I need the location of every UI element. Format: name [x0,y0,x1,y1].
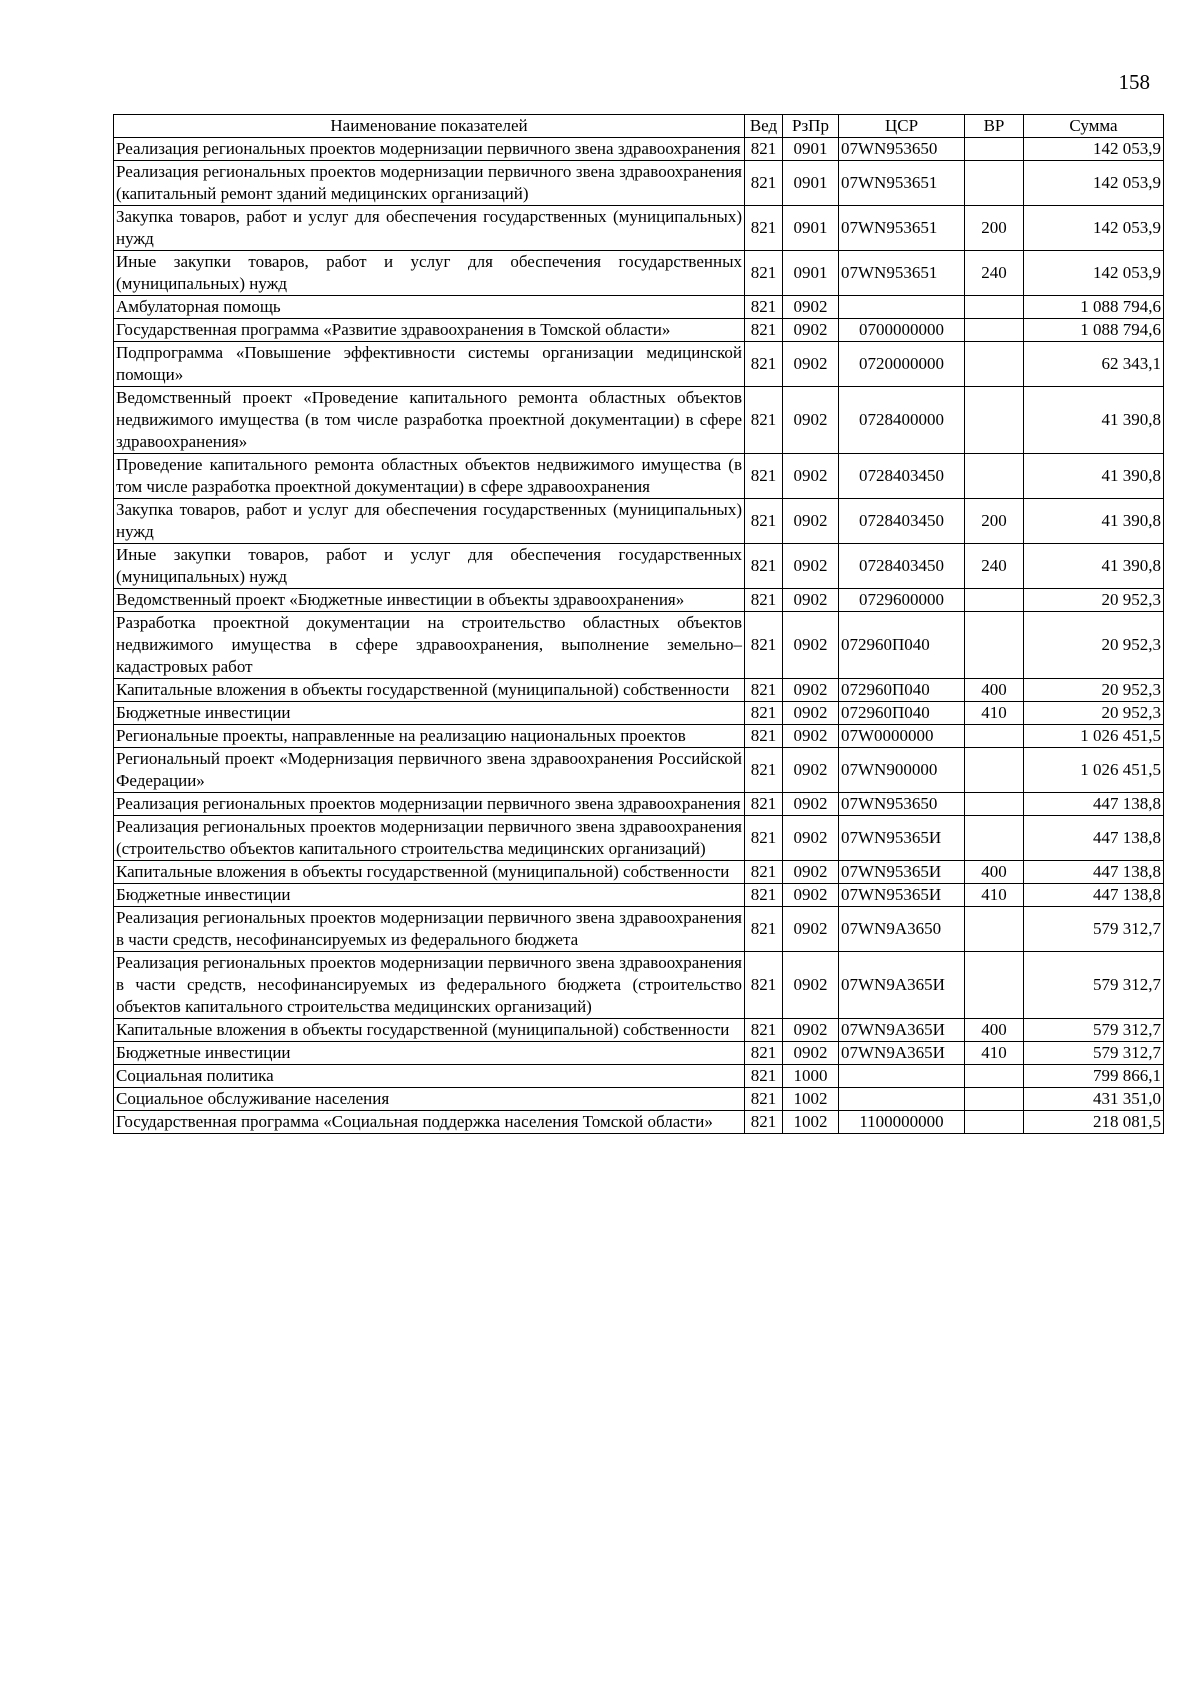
cell-rzpr: 0901 [783,161,839,206]
table-body [114,138,1164,1134]
table-row [114,861,1164,884]
cell-vr: 200 [965,206,1024,251]
cell-ved: 821 [745,206,783,251]
page-number: 158 [1118,70,1150,94]
table-row [114,793,1164,816]
cell-csr: 0720000000 [839,342,965,387]
cell-vr [965,952,1024,1019]
cell-rzpr: 0902 [783,454,839,499]
cell-ved: 821 [745,612,783,679]
cell-sum: 579 312,7 [1024,907,1164,952]
header-name: Наименование показателей [114,115,745,138]
cell-csr: 072960П040 [839,679,965,702]
cell-sum: 41 390,8 [1024,387,1164,454]
cell-csr: 0728400000 [839,387,965,454]
cell-sum: 447 138,8 [1024,884,1164,907]
cell-rzpr: 0902 [783,679,839,702]
cell-csr: 07WN95365И [839,884,965,907]
cell-name: Реализация региональных проектов модернизации первичного звена здравоохранения (капитальный ремонт зданий медицинских организаций) [114,161,745,206]
cell-sum: 579 312,7 [1024,1019,1164,1042]
cell-vr: 400 [965,1019,1024,1042]
cell-sum: 218 081,5 [1024,1111,1164,1134]
cell-csr [839,1065,965,1088]
cell-ved: 821 [745,544,783,589]
cell-vr [965,161,1024,206]
cell-ved: 821 [745,499,783,544]
cell-csr [839,296,965,319]
table-row [114,612,1164,679]
cell-rzpr: 0902 [783,1042,839,1065]
table-row [114,387,1164,454]
cell-sum: 1 088 794,6 [1024,319,1164,342]
cell-rzpr: 0902 [783,319,839,342]
cell-sum: 41 390,8 [1024,544,1164,589]
table-row [114,1111,1164,1134]
cell-sum: 1 026 451,5 [1024,725,1164,748]
cell-rzpr: 0902 [783,793,839,816]
cell-sum: 62 343,1 [1024,342,1164,387]
cell-vr [965,296,1024,319]
cell-sum: 142 053,9 [1024,138,1164,161]
cell-rzpr: 0902 [783,952,839,1019]
cell-ved: 821 [745,884,783,907]
cell-ved: 821 [745,725,783,748]
cell-vr: 400 [965,679,1024,702]
cell-vr [965,816,1024,861]
cell-sum: 20 952,3 [1024,702,1164,725]
cell-ved: 821 [745,454,783,499]
cell-name: Иные закупки товаров, работ и услуг для обеспечения государственных (муниципальных) нужд [114,544,745,589]
header-ved: Вед [745,115,783,138]
table-row [114,748,1164,793]
cell-csr: 0728403450 [839,454,965,499]
cell-ved: 821 [745,1088,783,1111]
cell-sum: 1 088 794,6 [1024,296,1164,319]
table-row [114,952,1164,1019]
cell-sum: 20 952,3 [1024,589,1164,612]
cell-rzpr: 0902 [783,1019,839,1042]
budget-table [113,114,1164,1134]
cell-csr: 07WN95365И [839,816,965,861]
cell-vr [965,138,1024,161]
cell-name: Реализация региональных проектов модернизации первичного звена здравоохранения в части средств, несофинансируемых из федерального бюджета (строительство объектов капитального строительства медицинских организаций) [114,952,745,1019]
cell-vr: 410 [965,884,1024,907]
cell-csr: 072960П040 [839,702,965,725]
cell-ved: 821 [745,702,783,725]
cell-csr: 07WN9A365И [839,1042,965,1065]
cell-ved: 821 [745,589,783,612]
table-row [114,544,1164,589]
cell-ved: 821 [745,793,783,816]
cell-csr: 07WN9A365И [839,1019,965,1042]
table-row [114,725,1164,748]
cell-name: Реализация региональных проектов модернизации первичного звена здравоохранения [114,793,745,816]
cell-vr [965,1088,1024,1111]
cell-ved: 821 [745,1019,783,1042]
cell-name: Региональные проекты, направленные на реализацию национальных проектов [114,725,745,748]
cell-ved: 821 [745,319,783,342]
cell-ved: 821 [745,138,783,161]
cell-vr: 400 [965,861,1024,884]
cell-csr: 07WN953650 [839,793,965,816]
cell-ved: 821 [745,296,783,319]
table-row [114,884,1164,907]
cell-sum: 447 138,8 [1024,861,1164,884]
header-sum: Сумма [1024,115,1164,138]
cell-rzpr: 0902 [783,748,839,793]
cell-csr: 1100000000 [839,1111,965,1134]
cell-rzpr: 0902 [783,816,839,861]
cell-vr [965,793,1024,816]
cell-name: Капитальные вложения в объекты государственной (муниципальной) собственности [114,679,745,702]
cell-ved: 821 [745,861,783,884]
cell-vr [965,1111,1024,1134]
cell-vr [965,387,1024,454]
cell-rzpr: 0901 [783,251,839,296]
cell-ved: 821 [745,748,783,793]
cell-csr: 07WN953651 [839,251,965,296]
cell-csr: 0728403450 [839,499,965,544]
cell-name: Закупка товаров, работ и услуг для обеспечения государственных (муниципальных) нужд [114,206,745,251]
cell-vr: 240 [965,251,1024,296]
cell-csr: 07WN900000 [839,748,965,793]
table-row [114,816,1164,861]
table-row [114,702,1164,725]
cell-vr [965,1065,1024,1088]
cell-name: Бюджетные инвестиции [114,884,745,907]
table-row [114,161,1164,206]
cell-ved: 821 [745,161,783,206]
cell-vr [965,748,1024,793]
cell-name: Капитальные вложения в объекты государственной (муниципальной) собственности [114,861,745,884]
table-row [114,499,1164,544]
cell-name: Иные закупки товаров, работ и услуг для обеспечения государственных (муниципальных) нужд [114,251,745,296]
cell-name: Бюджетные инвестиции [114,1042,745,1065]
cell-name: Региональный проект «Модернизация первичного звена здравоохранения Российской Федерации» [114,748,745,793]
cell-sum: 142 053,9 [1024,161,1164,206]
cell-rzpr: 0902 [783,589,839,612]
table-row [114,1019,1164,1042]
cell-name: Социальная политика [114,1065,745,1088]
cell-name: Реализация региональных проектов модернизации первичного звена здравоохранения (строительство объектов капитального строительства медицинских организаций) [114,816,745,861]
cell-sum: 41 390,8 [1024,499,1164,544]
cell-sum: 142 053,9 [1024,251,1164,296]
cell-csr: 07WN953651 [839,206,965,251]
cell-vr [965,589,1024,612]
cell-name: Подпрограмма «Повышение эффективности системы организации медицинской помощи» [114,342,745,387]
cell-name: Капитальные вложения в объекты государственной (муниципальной) собственности [114,1019,745,1042]
cell-name: Разработка проектной документации на строительство областных объектов недвижимого имущества в сфере здравоохранения, выполнение земельно–кадастровых работ [114,612,745,679]
cell-sum: 142 053,9 [1024,206,1164,251]
table-row [114,342,1164,387]
cell-vr [965,725,1024,748]
cell-sum: 41 390,8 [1024,454,1164,499]
table-row [114,319,1164,342]
cell-name: Государственная программа «Социальная поддержка населения Томской области» [114,1111,745,1134]
cell-rzpr: 0902 [783,725,839,748]
cell-ved: 821 [745,952,783,1019]
cell-name: Проведение капитального ремонта областных объектов недвижимого имущества (в том числе разработка проектной документации) в сфере здравоохранения [114,454,745,499]
cell-name: Социальное обслуживание населения [114,1088,745,1111]
cell-sum: 579 312,7 [1024,952,1164,1019]
table-header-row [114,115,1164,138]
cell-ved: 821 [745,907,783,952]
table-row [114,907,1164,952]
cell-sum: 431 351,0 [1024,1088,1164,1111]
cell-ved: 821 [745,342,783,387]
cell-vr [965,454,1024,499]
cell-rzpr: 0901 [783,138,839,161]
cell-name: Государственная программа «Развитие здравоохранения в Томской области» [114,319,745,342]
cell-csr: 07WN953651 [839,161,965,206]
cell-sum: 799 866,1 [1024,1065,1164,1088]
cell-rzpr: 0902 [783,907,839,952]
cell-vr [965,319,1024,342]
cell-ved: 821 [745,679,783,702]
cell-rzpr: 1002 [783,1111,839,1134]
cell-name: Реализация региональных проектов модернизации первичного звена здравоохранения [114,138,745,161]
cell-csr: 0700000000 [839,319,965,342]
cell-csr: 0728403450 [839,544,965,589]
cell-sum: 1 026 451,5 [1024,748,1164,793]
cell-ved: 821 [745,251,783,296]
cell-vr: 410 [965,1042,1024,1065]
cell-rzpr: 0902 [783,342,839,387]
cell-ved: 821 [745,1042,783,1065]
cell-sum: 20 952,3 [1024,679,1164,702]
cell-name: Бюджетные инвестиции [114,702,745,725]
cell-vr: 200 [965,499,1024,544]
cell-rzpr: 0901 [783,206,839,251]
cell-csr: 072960П040 [839,612,965,679]
table-row [114,589,1164,612]
table-row [114,138,1164,161]
cell-sum: 579 312,7 [1024,1042,1164,1065]
cell-rzpr: 0902 [783,612,839,679]
cell-rzpr: 1002 [783,1088,839,1111]
cell-sum: 447 138,8 [1024,816,1164,861]
cell-csr: 07W0000000 [839,725,965,748]
cell-name: Ведомственный проект «Проведение капитального ремонта областных объектов недвижимого имущества (в том числе разработка проектной документации) в сфере здравоохранения» [114,387,745,454]
cell-csr: 07WN953650 [839,138,965,161]
cell-name: Амбулаторная помощь [114,296,745,319]
cell-ved: 821 [745,816,783,861]
header-rzpr: РзПр [783,115,839,138]
cell-ved: 821 [745,1111,783,1134]
cell-vr [965,907,1024,952]
cell-name: Реализация региональных проектов модернизации первичного звена здравоохранения в части средств, несофинансируемых из федерального бюджета [114,907,745,952]
cell-rzpr: 0902 [783,499,839,544]
cell-vr: 240 [965,544,1024,589]
table-row [114,206,1164,251]
cell-csr: 07WN9A3650 [839,907,965,952]
table-row [114,1042,1164,1065]
cell-sum: 20 952,3 [1024,612,1164,679]
cell-rzpr: 0902 [783,544,839,589]
cell-rzpr: 0902 [783,387,839,454]
table-row [114,296,1164,319]
cell-rzpr: 0902 [783,861,839,884]
cell-vr [965,342,1024,387]
cell-csr: 07WN95365И [839,861,965,884]
cell-name: Ведомственный проект «Бюджетные инвестиции в объекты здравоохранения» [114,589,745,612]
cell-rzpr: 0902 [783,296,839,319]
table-row [114,454,1164,499]
cell-ved: 821 [745,1065,783,1088]
header-csr: ЦСР [839,115,965,138]
table-row [114,1088,1164,1111]
cell-vr: 410 [965,702,1024,725]
cell-rzpr: 1000 [783,1065,839,1088]
cell-rzpr: 0902 [783,702,839,725]
cell-csr: 0729600000 [839,589,965,612]
table-row [114,251,1164,296]
cell-sum: 447 138,8 [1024,793,1164,816]
cell-name: Закупка товаров, работ и услуг для обеспечения государственных (муниципальных) нужд [114,499,745,544]
table-row [114,679,1164,702]
cell-vr [965,612,1024,679]
cell-csr [839,1088,965,1111]
cell-csr: 07WN9A365И [839,952,965,1019]
table-row [114,1065,1164,1088]
cell-ved: 821 [745,387,783,454]
cell-rzpr: 0902 [783,884,839,907]
header-vr: ВР [965,115,1024,138]
